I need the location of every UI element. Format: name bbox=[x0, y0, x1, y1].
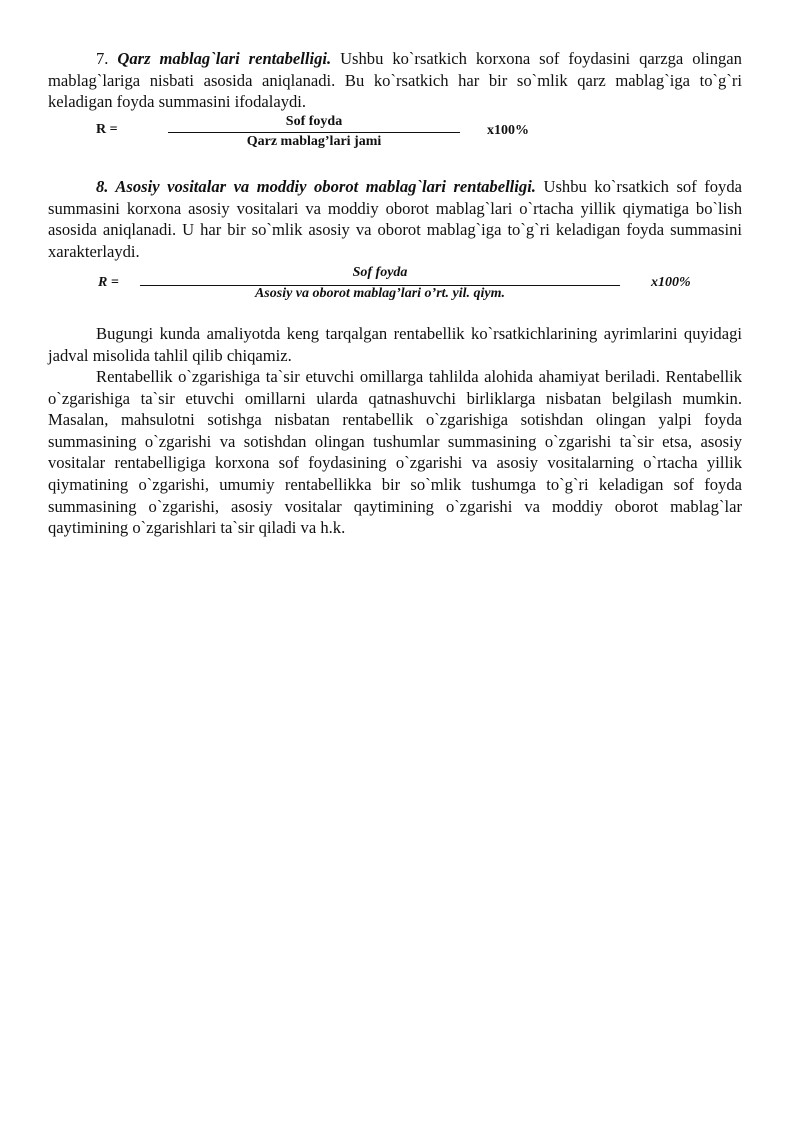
section-7-heading: Qarz mablag`lari rentabelligi. bbox=[117, 49, 332, 68]
formula-multiplier: x100% bbox=[651, 275, 691, 290]
section-8-heading: 8. Asosiy vositalar va moddiy oborot mablag`lari rentabelligi. bbox=[96, 177, 536, 196]
formula-fixed-and-working-assets-profitability bbox=[0, 265, 800, 305]
factors-paragraph: Rentabellik o`zgarishiga ta`sir etuvchi omillarga tahlilda alohida ahamiyat beriladi. Rentabellik o`zgarishiga ta`sir etuvchi omillarni ularda qatnashuvchi birliklarga nisbatan belgilash mumkin. Masalan, mahsulotni sotishga nisbatan rentabellik o`zgarishiga sotishdan olingan yalpi foyda summasining o`zgarishi va sotishdan olingan tushumlar summasining o`zgarishi ta`sir etsa, asosiy vositalar rentabelligiga korxona sof foydasining o`zgarishi va asosiy vositalarning o`rtacha yillik qiymatining o`zgarishi, umumiy rentabellikka bir so`mlik tushumga to`g`ri keladigan sof foyda summasining o`zgarishi, asosiy vositalar qaytimining o`zgarishi va moddiy oborot mablag`lar qaytimining o`zgarishlari ta`sir qiladi va h.k. bbox=[48, 367, 742, 538]
formula-denominator: Asosiy va oborot mablag’lari o’rt. yil. qiym. bbox=[254, 286, 506, 301]
formula-numerator: Sof foyda bbox=[352, 265, 408, 280]
formula-denominator: Qarz mablag’lari jami bbox=[246, 134, 382, 149]
formula-numerator: Sof foyda bbox=[285, 114, 343, 129]
fraction-bar bbox=[168, 132, 460, 133]
section-8-paragraph bbox=[48, 176, 742, 262]
section-7-paragraph bbox=[48, 48, 742, 113]
formula-lhs: R = bbox=[98, 275, 119, 290]
formula-multiplier: x100% bbox=[487, 123, 529, 138]
section-8-text: Ushbu ko`rsatkich sof foyda summasini korxona asosiy vositalari va moddiy oborot mablag`lari o`rtacha yillik qiymatiga bo`lish asosida aniqlanadi. U har bir so`mlik asosiy va oborot mablag`iga to`g`ri keladigan foyda summasini xarakterlaydi. bbox=[48, 177, 742, 261]
table-intro-paragraph: Bugungi kunda amaliyotda keng tarqalgan rentabellik ko`rsatkichlarining ayrimlarini quyidagi jadval misolida tahlil qilib chiqamiz. bbox=[48, 324, 742, 365]
formula-lhs: R = bbox=[96, 122, 118, 137]
section-7-text: Ushbu ko`rsatkich korxona sof foydasini qarzga olingan mablag`lariga nisbati asosida aniqlanadi. Bu ko`rsatkich har bir so`mlik qarz mablag`iga to`g`ri keladigan foyda summasini ifodalaydi. bbox=[48, 49, 742, 112]
formula-debt-profitability bbox=[0, 114, 800, 154]
section-7-number: 7. bbox=[96, 49, 109, 68]
